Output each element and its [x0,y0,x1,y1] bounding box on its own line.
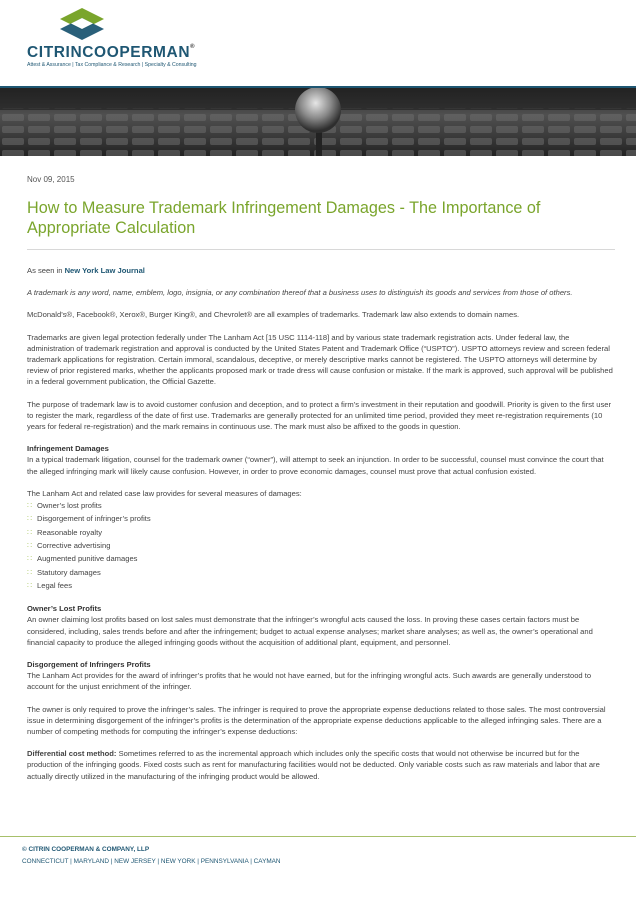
paragraph-legal-protection: Trademarks are given legal protection federally under The Lanham Act [15 USC 1114-118] and by various state trademark registration acts. Under federal law, the administration of trademark registration and approval is conducted by the United States Patent and Trademark Office (“USPTO”). USPTO attorneys review and screen federal trademark applications for registration. Certain immoral, scandalous, deceptive, or merely descriptive marks cannot be registered. The USPTO attorneys will determine by review of prior registered marks, whether the applicants proposed mark or trade dress will cause confusion or mistake. If the mark is approved, such approval will be published in a federal government publication, the Official Gazette. [27,332,613,387]
paragraph-disgorgement: The Lanham Act provides for the award of infringer’s profits that he would not have earned, but for the infringing wrongful acts. Such awards are generally understood to account for the unjust enrichment of the infringer. [27,671,592,692]
paragraph-measures: The Lanham Act and related case law provides for several measures of damages: [27,488,302,498]
damages-list [27,499,615,592]
paragraph-expense-deductions: The owner is only required to prove the infringer’s sales. The infringer is required to prove the appropriate expense deductions related to those sales. The most controversial issue in determining disgorgement of the infringer’s profits is the determination of the appropriate expense deductions applicable to the alleged infringing sales. There are a number of competing methods for computing the infringer’s expense deductions: [27,704,606,736]
footer-locations: CONNECTICUT | MARYLAND | NEW JERSEY | NEW YORK | PENNSYLVANIA | CAYMAN [22,858,281,865]
definition-paragraph: A trademark is any word, name, emblem, logo, insignia, or any combination thereof that a business uses to distinguish its goods and services from those of others. [27,288,573,298]
list-item: ∷ Reasonable royalty [27,526,615,539]
paragraph-differential-cost: Differential cost method: Sometimes referred to as the incremental approach which includes only the specific costs that would not otherwise be incurred but for the production of the infringing goods. Fixed costs such as rent for manufacturing facilities would not be deducted. Only variable costs such as raw materials and labor that are actually directly utilized in the manufacturing of the infringing product would be allowed. [27,749,600,781]
list-item: ∷ Augmented punitive damages [27,552,615,565]
title-divider [27,249,615,250]
list-item: ∷ Disgorgement of infringer’s profits [27,512,615,525]
logo-mark-icon [60,8,104,42]
article-date: Nov 09, 2015 [27,175,75,184]
footer-divider [0,836,636,837]
paragraph-litigation: In a typical trademark litigation, counsel for the trademark owner (“owner”), will attempt to seek an injunction. In order to be successful, counsel must convince the court that the alleged infringing mark will likely cause confusion. However, in order to prove economic damages, counsel must prove that actual confusion existed. [27,455,604,476]
microphone-banner-image [0,88,636,156]
logo-tagline: Attest & Assurance | Tax Compliance & Research | Specialty & Consulting [27,62,197,68]
company-logo[interactable] [27,8,217,72]
list-item: ∷ Corrective advertising [27,539,615,552]
source-line: As seen in New York Law Journal [27,266,145,275]
list-item: ∷ Statutory damages [27,566,615,579]
logo-wordmark: CITRINCOOPERMAN® [27,44,196,61]
article-title: How to Measure Trademark Infringement Damages - The Importance of Appropriate Calculation [27,199,541,237]
list-item: ∷ Legal fees [27,579,615,592]
paragraph-purpose: The purpose of trademark law is to avoid customer confusion and deception, and to protect a firm’s investment in their reputation and goodwill. Priority is given to the first user to register the mark, regardless of the date of first use. Trademarks are generally protected for an unlimited time period, provided they meet re-registration requirements (10 years for federal re-registration) and the mark remains in continuous use. The mark must also be affixed to the goods in question. [27,399,612,432]
paragraph-lost-profits: An owner claiming lost profits based on lost sales must demonstrate that the infringer’s wrongful acts caused the loss. In proving these cases certain factors must be considered, including, sales trends before and after the infringement; budget to actual expense analyses; market share analyses; as well as, the owner’s operational and financial capacity to produce the alleged infringing goods without the acquisition of additional plant, equipment, and personnel. [27,615,593,647]
source-link[interactable]: New York Law Journal [64,266,145,275]
footer-company: © CITRIN COOPERMAN & COMPANY, LLP [22,846,150,853]
heading-disgorgement: Disgorgement of Infringers Profits [27,659,151,669]
heading-infringement-damages: Infringement Damages [27,444,109,454]
list-item: ∷ Owner’s lost profits [27,499,615,512]
heading-lost-profits: Owner’s Lost Profits [27,604,102,614]
paragraph-examples: McDonald’s®, Facebook®, Xerox®, Burger King®, and Chevrolet® are all examples of trademarks. Trademark law also extends to domain names. [27,310,520,320]
article-body [27,265,615,793]
